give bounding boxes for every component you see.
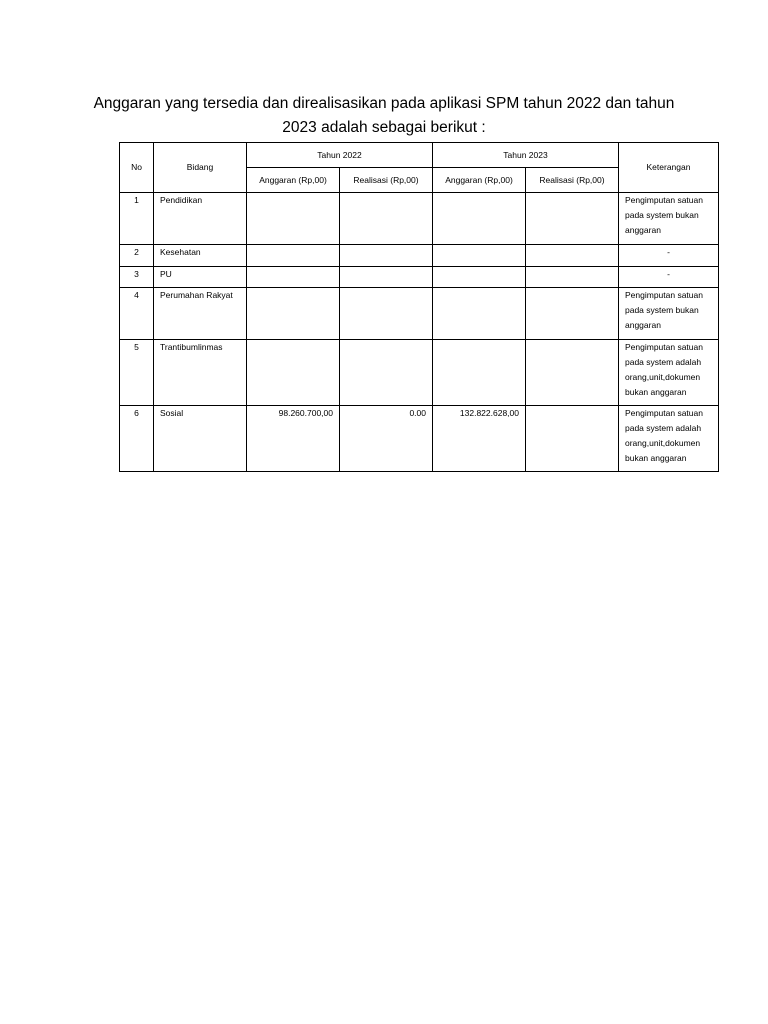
row-realisasi-2022: 0.00 bbox=[340, 406, 433, 472]
keterangan-line: bukan anggaran bbox=[625, 453, 687, 463]
header-anggaran-2023: Anggaran (Rp,00) bbox=[433, 168, 526, 193]
row-realisasi-2023 bbox=[526, 288, 619, 340]
row-realisasi-2023 bbox=[526, 245, 619, 267]
row-no: 1 bbox=[120, 193, 154, 245]
row-keterangan bbox=[619, 267, 719, 288]
row-no: 5 bbox=[120, 340, 154, 406]
row-no: 2 bbox=[120, 245, 154, 267]
keterangan-line: anggaran bbox=[625, 320, 661, 330]
row-anggaran-2023 bbox=[433, 288, 526, 340]
row-no: 6 bbox=[120, 406, 154, 472]
row-realisasi-2022 bbox=[340, 245, 433, 267]
row-keterangan bbox=[619, 245, 719, 267]
row-realisasi-2022 bbox=[340, 267, 433, 288]
row-anggaran-2023 bbox=[433, 193, 526, 245]
header-row-years bbox=[120, 143, 719, 168]
row-keterangan bbox=[619, 340, 719, 406]
row-no: 3 bbox=[120, 267, 154, 288]
keterangan-line: bukan anggaran bbox=[625, 387, 687, 397]
table-row bbox=[120, 193, 719, 245]
row-bidang: Pendidikan bbox=[154, 193, 247, 245]
row-anggaran-2022 bbox=[247, 245, 340, 267]
table-row bbox=[120, 267, 719, 288]
row-bidang: PU bbox=[154, 267, 247, 288]
row-anggaran-2022 bbox=[247, 193, 340, 245]
keterangan-line: - bbox=[667, 247, 670, 257]
row-anggaran-2022: 98.260.700,00 bbox=[247, 406, 340, 472]
keterangan-line: pada system adalah bbox=[625, 423, 702, 433]
row-bidang: Kesehatan bbox=[154, 245, 247, 267]
keterangan-line: Pengimputan satuan bbox=[625, 342, 703, 352]
header-year-2022: Tahun 2022 bbox=[247, 143, 433, 168]
table-row bbox=[120, 406, 719, 472]
keterangan-line: - bbox=[667, 269, 670, 279]
keterangan-line: Pengimputan satuan bbox=[625, 195, 703, 205]
header-keterangan: Keterangan bbox=[619, 143, 719, 193]
row-anggaran-2022 bbox=[247, 288, 340, 340]
row-anggaran-2023 bbox=[433, 340, 526, 406]
row-bidang: Perumahan Rakyat bbox=[154, 288, 247, 340]
row-anggaran-2023 bbox=[433, 267, 526, 288]
header-realisasi-2023: Realisasi (Rp,00) bbox=[526, 168, 619, 193]
row-realisasi-2023 bbox=[526, 406, 619, 472]
keterangan-line: pada system bukan bbox=[625, 210, 699, 220]
row-anggaran-2022 bbox=[247, 267, 340, 288]
row-keterangan bbox=[619, 193, 719, 245]
header-no: No bbox=[120, 143, 154, 193]
keterangan-line: Pengimputan satuan bbox=[625, 408, 703, 418]
keterangan-line: Pengimputan satuan bbox=[625, 290, 703, 300]
document-title bbox=[88, 92, 680, 140]
row-realisasi-2022 bbox=[340, 288, 433, 340]
header-bidang: Bidang bbox=[154, 143, 247, 193]
row-realisasi-2023 bbox=[526, 340, 619, 406]
row-anggaran-2023 bbox=[433, 245, 526, 267]
row-anggaran-2022 bbox=[247, 340, 340, 406]
keterangan-line: pada system adalah bbox=[625, 357, 702, 367]
row-realisasi-2023 bbox=[526, 267, 619, 288]
row-realisasi-2022 bbox=[340, 340, 433, 406]
title-line-1: Anggaran yang tersedia dan direalisasikan pada aplikasi SPM tahun 2022 dan tahun bbox=[93, 95, 675, 112]
title-line-2: 2023 adalah sebagai berikut : bbox=[282, 119, 486, 136]
header-realisasi-2022: Realisasi (Rp,00) bbox=[340, 168, 433, 193]
row-keterangan bbox=[619, 406, 719, 472]
keterangan-line: pada system bukan bbox=[625, 305, 699, 315]
header-year-2023: Tahun 2023 bbox=[433, 143, 619, 168]
row-no: 4 bbox=[120, 288, 154, 340]
row-bidang: Sosial bbox=[154, 406, 247, 472]
table-row bbox=[120, 288, 719, 340]
keterangan-line: orang,unit,dokumen bbox=[625, 372, 701, 382]
spm-budget-table bbox=[119, 142, 719, 472]
header-anggaran-2022: Anggaran (Rp,00) bbox=[247, 168, 340, 193]
row-bidang: Trantibumlinmas bbox=[154, 340, 247, 406]
keterangan-line: anggaran bbox=[625, 225, 661, 235]
table-row bbox=[120, 245, 719, 267]
row-realisasi-2023 bbox=[526, 193, 619, 245]
row-realisasi-2022 bbox=[340, 193, 433, 245]
keterangan-line: orang,unit,dokumen bbox=[625, 438, 701, 448]
table-row bbox=[120, 340, 719, 406]
row-keterangan bbox=[619, 288, 719, 340]
row-anggaran-2023: 132.822.628,00 bbox=[433, 406, 526, 472]
